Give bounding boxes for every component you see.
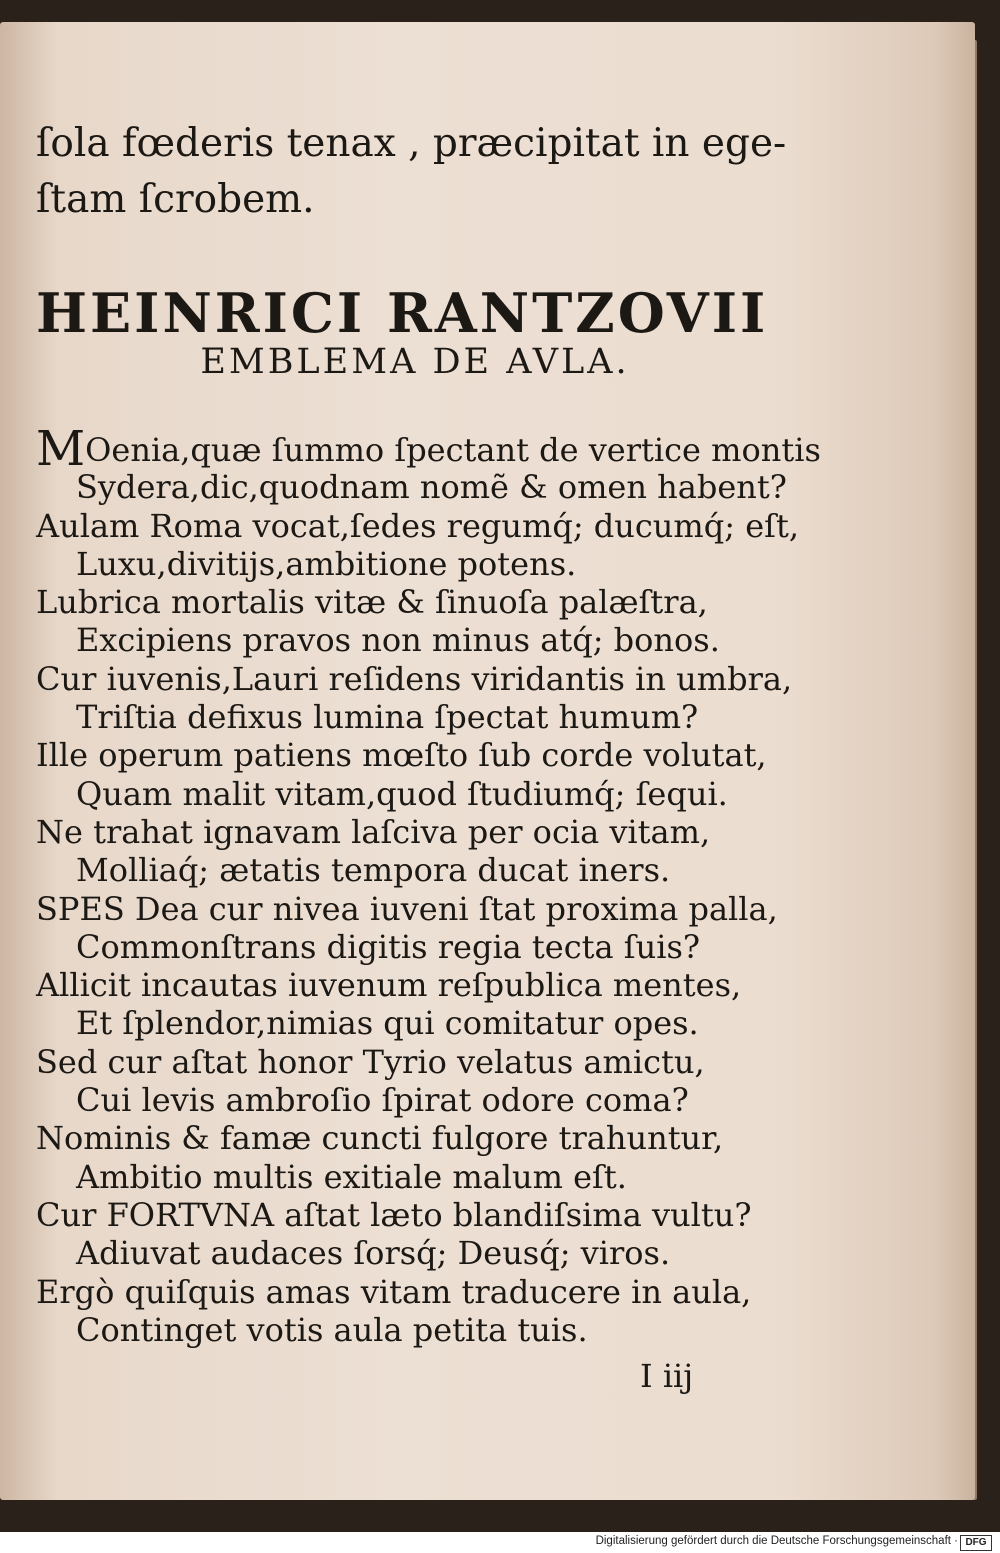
poem-line-8: Triſtia defixus lumina ſpectat humum? [76,698,699,737]
poem-line-4: Luxu,divitijs,ambitione potens. [76,544,577,583]
poem-line-23: Ergò quiſquis amas vitam traducere in aula, [36,1272,752,1311]
poem-line-24: Continget votis aula petita tuis. [76,1310,588,1349]
poem-line-6: Excipiens pravos non minus atq́; bonos. [76,621,720,660]
poem-line-text: Oenia,quæ ſummo ſpectant de vertice montis [85,431,821,469]
poem-line-11: Ne trahat ignavam laſciva per ocia vitam, [36,812,711,851]
heading-title: HEINRICI RANTZOVII [36,281,769,345]
poem-line-1 [36,421,821,477]
carry-over-text [36,116,806,228]
poem-line-16: Et ſplendor,nimias qui comitatur opes. [76,1004,699,1043]
poem-line-3: Aulam Roma vocat,ſedes regumq́; ducumq́; eſt, [36,506,799,545]
poem-line-9: Ille operum patiens mœſto ſub corde volutat, [36,736,767,775]
footer-bar [0,1532,1000,1553]
carry-over-line-1: ſola fœderis tenax , præcipitat in ege- [36,121,787,166]
poem-line-17: Sed cur aſtat honor Tyrio velatus amictu, [36,1042,705,1081]
poem-line-21: Cur FORTVNA aſtat læto blandiſsima vultu? [36,1195,752,1234]
dfg-logo-icon: DFG [960,1535,992,1551]
poem-line-10: Quam malit vitam,quod ſtudiumq́; ſequi. [76,774,728,813]
poem-line-7: Cur iuvenis,Lauri reſidens viridantis in umbra, [36,659,793,698]
carry-over-line-2: ſtam ſcrobem. [36,177,315,222]
poem-line-18: Cui levis ambroſio ſpirat odore coma? [76,1081,689,1120]
poem-line-5: Lubrica mortalis vitæ & ſinuoſa palæſtra, [36,583,708,622]
signature-mark: I iij [640,1357,694,1395]
poem-line-13: SPES Dea cur nivea iuveni ſtat proxima palla, [36,889,778,928]
poem [36,421,821,1349]
footer-credit: Digitalisierung gefördert durch die Deutsche Forschungsgemeinschaft · [595,1535,958,1547]
poem-line-2: Sydera,dic,quodnam nomẽ & omen habent? [76,468,787,507]
poem-line-19: Nominis & famæ cuncti fulgore trahuntur, [36,1119,724,1158]
poem-line-22: Adiuvat audaces ſorsq́; Deusq́; viros. [76,1234,671,1273]
poem-line-14: Commonſtrans digitis regia tecta ſuis? [76,927,701,966]
drop-cap: M [36,421,86,477]
poem-line-20: Ambitio multis exitiale malum eſt. [76,1157,627,1196]
poem-line-15: Allicit incautas iuvenum reſpublica mentes, [36,966,742,1005]
poem-line-12: Molliaq́; ætatis tempora ducat iners. [76,851,671,890]
heading-subtitle: EMBLEMA DE AVLA. [200,342,630,382]
